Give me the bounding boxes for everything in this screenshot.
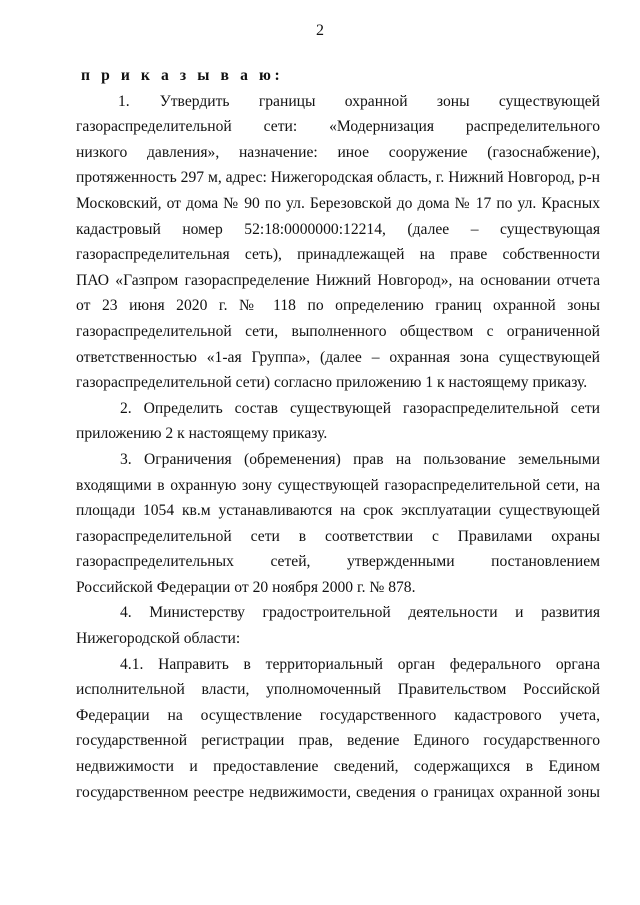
order-heading: п р и к а з ы в а ю: bbox=[81, 67, 284, 84]
text-line: 3. Ограничения (обременения) прав на пользование земельными bbox=[120, 450, 600, 468]
text-line: от 23 июня 2020 г. № 118 по определению границ охранной зоны bbox=[76, 297, 600, 315]
text-line: газораспределительной сети: «Модернизация распределительного bbox=[76, 118, 600, 136]
text-line: Нижегородской области: bbox=[76, 630, 241, 648]
text-line: газораспределительной сети в соответствии с Правилами охраны bbox=[76, 527, 600, 545]
text-line: Утвердить границы охранной зоны существующей bbox=[159, 92, 600, 110]
item-1-first-line bbox=[76, 89, 600, 115]
text-line: протяженность 297 м, адрес: Нижегородская область, г. Нижний Новгород, р-н bbox=[76, 169, 600, 187]
text-line: площади 1054 кв.м устанавливаются на срок эксплуатации существующей bbox=[76, 502, 600, 520]
order-text bbox=[76, 63, 600, 805]
text-line: приложению 2 к настоящему приказу. bbox=[76, 425, 328, 443]
text-line: газораспределительная сеть), принадлежащей на праве собственности bbox=[76, 246, 600, 264]
text-line: газораспределительных сетей, утвержденными постановлением bbox=[76, 553, 600, 571]
text-line: входящими в охранную зону существующей газораспределительной сети, на bbox=[76, 476, 600, 494]
text-line: ПАО «Газпром газораспределение Нижний Новгород», на основании отчета bbox=[76, 271, 600, 289]
text-line: 4. Министерству градостроительной деятельности и развития bbox=[120, 604, 600, 622]
page-number: 2 bbox=[316, 22, 324, 39]
text-line: газораспределительной сети, выполненного обществом с ограниченной bbox=[76, 322, 600, 340]
text-line: кадастровый номер 52:18:0000000:12214, (далее – существующая bbox=[76, 220, 600, 238]
text-line: 4.1. Направить в территориальный орган федерального органа bbox=[120, 655, 600, 673]
text-line: государственном реестре недвижимости, сведения о границах охранной зоны bbox=[76, 783, 600, 801]
text-line: 2. Определить состав существующей газораспределительной сети bbox=[120, 399, 600, 417]
text-line: государственной регистрации прав, ведение Единого государственного bbox=[76, 732, 600, 750]
text-line: газораспределительной сети) согласно приложению 1 к настоящему приказу. bbox=[76, 374, 588, 392]
text-line: исполнительной власти, уполномоченный Правительством Российской bbox=[76, 681, 600, 699]
text-line: ответственностью «1-ая Группа», (далее – охранная зона существующей bbox=[76, 348, 600, 366]
text-line: низкого давления», назначение: иное сооружение (газоснабжение), bbox=[76, 143, 600, 161]
text-line: недвижимости и предоставление сведений, содержащихся в Едином bbox=[76, 758, 600, 776]
text-line: Федерации на осуществление государственного кадастрового учета, bbox=[76, 706, 600, 724]
item-1-number: 1. bbox=[118, 92, 130, 110]
text-line: Московский, от дома № 90 по ул. Березовской до дома № 17 по ул. Красных bbox=[76, 194, 600, 212]
text-line: Российской Федерации от 20 ноября 2000 г. № 878. bbox=[76, 578, 416, 596]
